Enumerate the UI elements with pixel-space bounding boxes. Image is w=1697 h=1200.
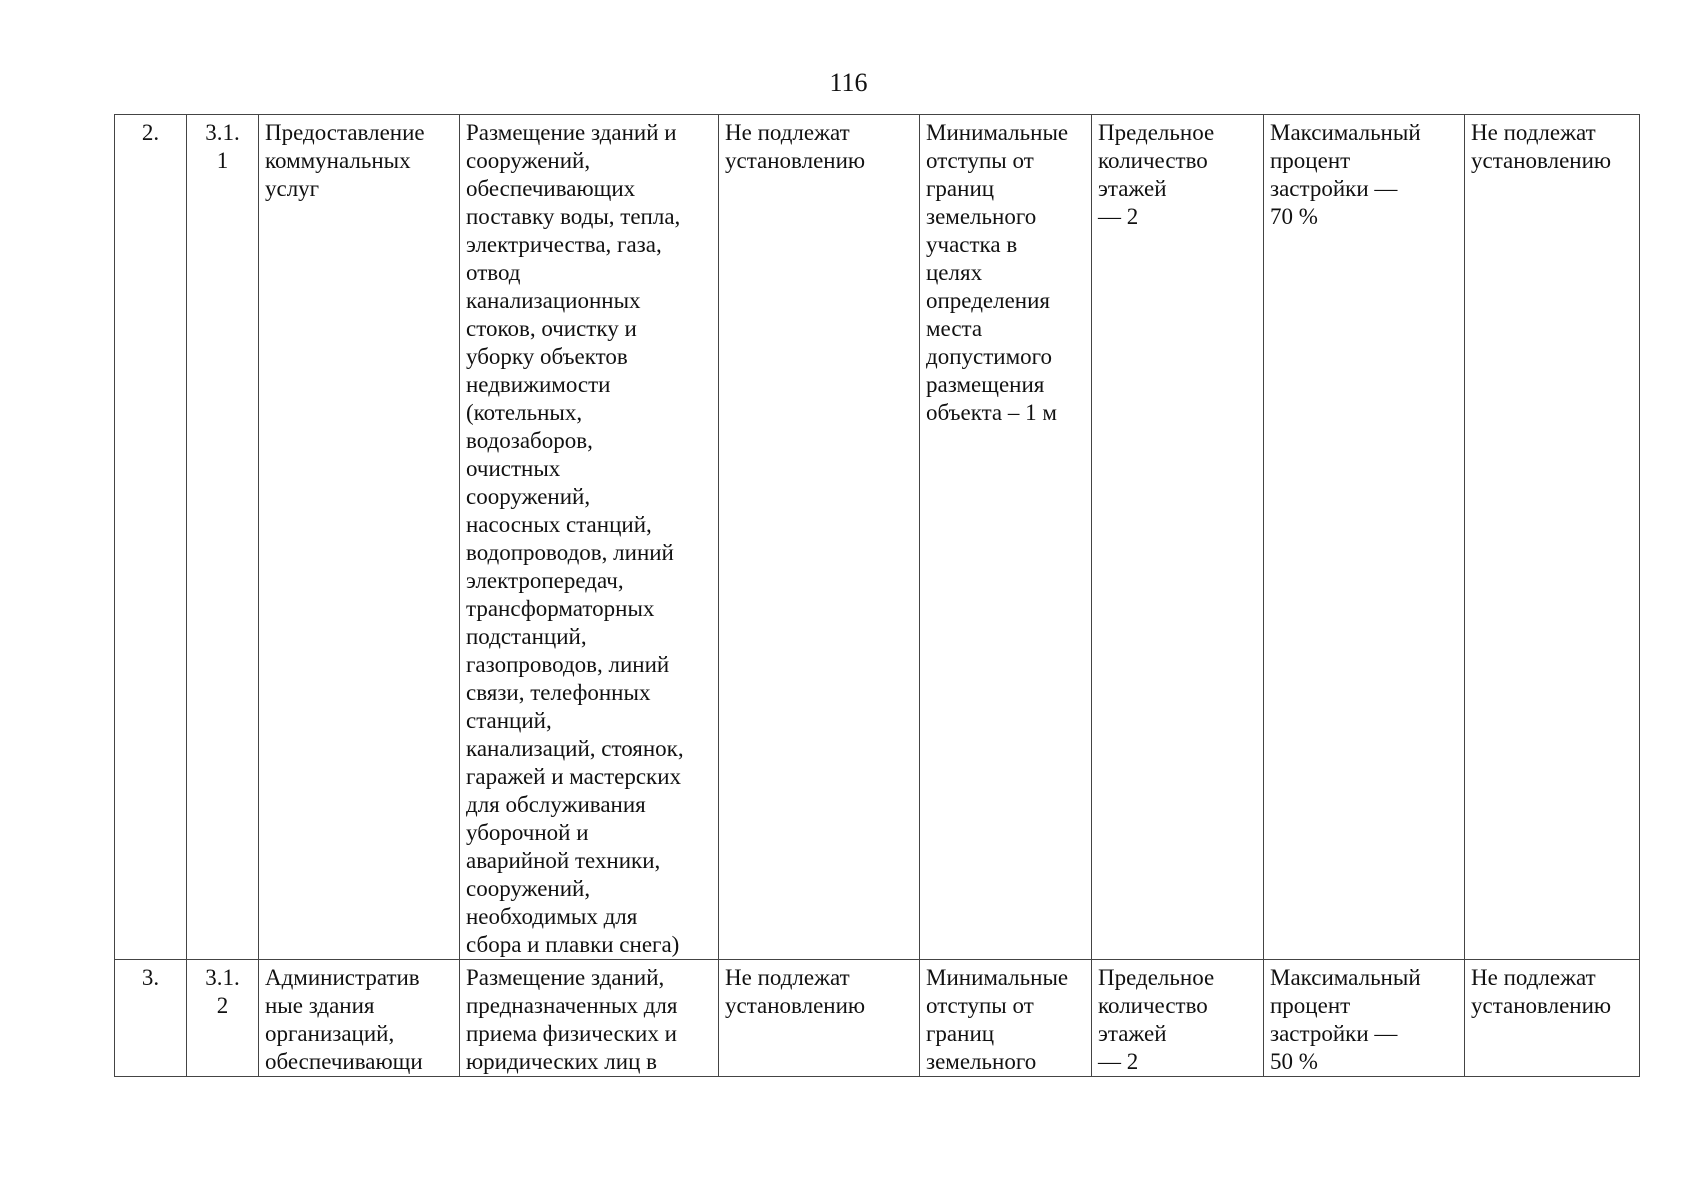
other-limits: Не подлежат установлению — [1465, 960, 1640, 1077]
use-code: 3.1. 1 — [187, 115, 259, 960]
table-row — [115, 960, 1640, 1077]
use-description: Размещение зданий и сооружений, обеспечивающих поставку воды, тепла, электричества, газа, отвод канализационных стоков, очистку и уборку объектов недвижимости (котельных, водозаборов, очистных сооружений, насосных станций, водопроводов, линий электропередач, трансформаторных подстанций, газопроводов, линий связи, телефонных станций, канализаций, стоянок, гаражей и мастерских для обслуживания уборочной и аварийной техники, сооружений, необходимых для сбора и плавки снега) — [460, 115, 719, 960]
page-number: 116 — [829, 68, 868, 97]
coverage-limit: Максимальный процент застройки — 70 % — [1264, 115, 1465, 960]
use-type-name: Предоставление коммунальных услуг — [259, 115, 460, 960]
floor-limit: Предельное количество этажей — 2 — [1092, 115, 1264, 960]
land-use-table — [114, 114, 1640, 1077]
row-number: 3. — [115, 960, 187, 1077]
other-limits: Не подлежат установлению — [1465, 115, 1640, 960]
use-description: Размещение зданий, предназначенных для приема физических и юридических лиц в — [460, 960, 719, 1077]
floor-limit: Предельное количество этажей — 2 — [1092, 960, 1264, 1077]
coverage-limit: Максимальный процент застройки — 50 % — [1264, 960, 1465, 1077]
setback-limits: Минимальные отступы от границ земельного участка в целях определения места допустимого размещения объекта – 1 м — [920, 115, 1092, 960]
plot-size-limits: Не подлежат установлению — [719, 115, 920, 960]
use-code: 3.1. 2 — [187, 960, 259, 1077]
setback-limits: Минимальные отступы от границ земельного — [920, 960, 1092, 1077]
row-number: 2. — [115, 115, 187, 960]
table-row — [115, 115, 1640, 960]
use-type-name: Административ ные здания организаций, обеспечивающи — [259, 960, 460, 1077]
plot-size-limits: Не подлежат установлению — [719, 960, 920, 1077]
